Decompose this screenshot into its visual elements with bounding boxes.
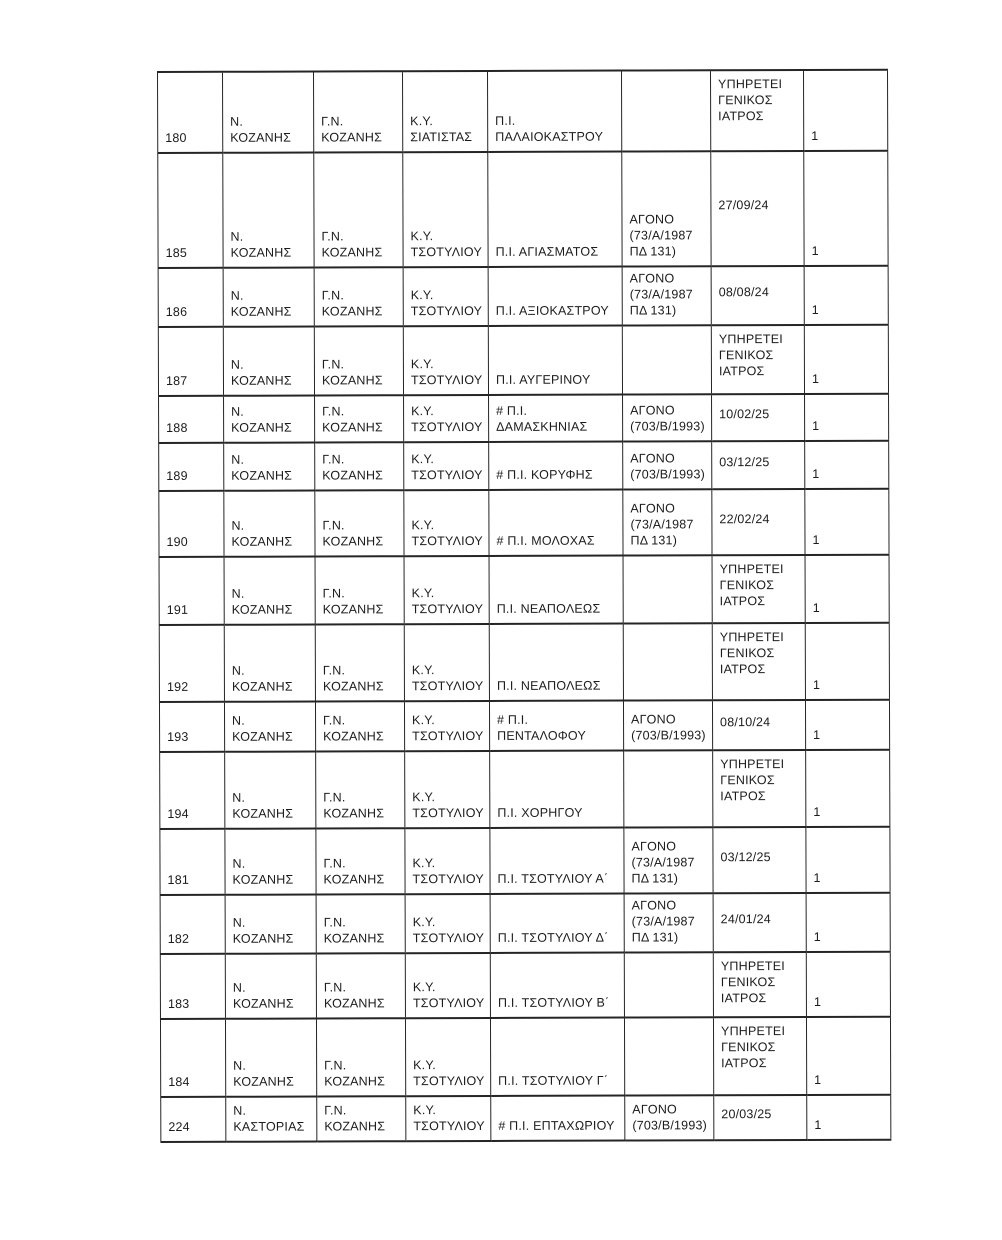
- cell-clinic: Π.Ι. ΝΕΑΠΟΛΕΩΣ: [489, 556, 623, 624]
- cell-count: 1: [805, 441, 889, 489]
- cell-status: 27/09/24: [711, 151, 804, 266]
- cell-clinic: Π.Ι. ΑΞΙΟΚΑΣΤΡΟΥ: [488, 267, 622, 326]
- cell-count: 1: [805, 394, 889, 441]
- cell-prefecture: Ν. ΚΟΖΑΝΗΣ: [225, 1019, 316, 1097]
- table-row: [158, 151, 888, 268]
- cell-hospital: Γ.Ν. ΚΟΖΑΝΗΣ: [316, 828, 405, 894]
- cell-status: 03/12/25: [712, 441, 805, 489]
- cell-hospital: Γ.Ν. ΚΟΖΑΝΗΣ: [316, 751, 405, 828]
- cell-prefecture: Ν. ΚΟΖΑΝΗΣ: [223, 72, 314, 153]
- cell-health-center: Κ.Υ. ΤΣΟΤΥΛΙΟΥ: [405, 953, 490, 1018]
- cell-prefecture: Ν. ΚΟΖΑΝΗΣ: [224, 443, 315, 491]
- cell-prefecture: Ν. ΚΟΖΑΝΗΣ: [223, 327, 314, 396]
- cell-index: 185: [158, 153, 223, 268]
- cell-prefecture: Ν. ΚΑΣΤΟΡΙΑΣ: [226, 1097, 317, 1142]
- cell-hospital: Γ.Ν. ΚΟΖΑΝΗΣ: [315, 624, 404, 701]
- table-row: [160, 827, 890, 895]
- cell-index: 181: [160, 829, 225, 895]
- cell-count: 1: [804, 325, 888, 394]
- cell-health-center: Κ.Υ. ΤΣΟΤΥΛΙΟΥ: [403, 152, 488, 267]
- cell-health-center: Κ.Υ. ΤΣΟΤΥΛΙΟΥ: [405, 1018, 490, 1096]
- cell-vacancy: [624, 1017, 713, 1095]
- cell-status: ΥΠΗΡΕΤΕΙ ΓΕΝΙΚΟΣ ΙΑΤΡΟΣ: [712, 555, 805, 623]
- cell-hospital: Γ.Ν. ΚΟΖΑΝΗΣ: [315, 556, 404, 624]
- cell-clinic: Π.Ι. ΝΕΑΠΟΛΕΩΣ: [489, 624, 623, 701]
- cell-clinic: Π.Ι. ΑΓΙΑΣΜΑΤΟΣ: [488, 152, 622, 267]
- cell-health-center: Κ.Υ. ΤΣΟΤΥΛΙΟΥ: [403, 267, 488, 326]
- cell-hospital: Γ.Ν. ΚΟΖΑΝΗΣ: [316, 894, 405, 953]
- cell-index: 224: [161, 1097, 226, 1142]
- cell-prefecture: Ν. ΚΟΖΑΝΗΣ: [225, 954, 316, 1019]
- cell-count: 1: [804, 151, 888, 266]
- cell-prefecture: Ν. ΚΟΖΑΝΗΣ: [225, 752, 316, 829]
- cell-status: 08/08/24: [711, 266, 804, 325]
- cell-clinic: Π.Ι. ΤΣΟΤΥΛΙΟΥ Β΄: [490, 953, 624, 1018]
- cell-health-center: Κ.Υ. ΤΣΟΤΥΛΙΟΥ: [404, 701, 489, 751]
- cell-vacancy: ΑΓΟΝΟ (703/Β/1993): [623, 394, 712, 441]
- cell-clinic: Π.Ι. ΤΣΟΤΥΛΙΟΥ Α΄: [490, 828, 624, 894]
- cell-count: 1: [805, 700, 889, 750]
- table-row: [160, 952, 890, 1019]
- cell-health-center: Κ.Υ. ΤΣΟΤΥΛΙΟΥ: [405, 751, 490, 828]
- cell-status: 10/02/25: [712, 394, 805, 441]
- cell-prefecture: Ν. ΚΟΖΑΝΗΣ: [225, 829, 316, 895]
- cell-status: 24/01/24: [713, 893, 806, 952]
- table-row: [160, 750, 890, 829]
- cell-count: 1: [803, 70, 887, 151]
- cell-vacancy: [624, 952, 713, 1017]
- cell-vacancy: ΑΓΟΝΟ (73/Α/1987 ΠΔ 131): [622, 151, 711, 266]
- assignments-table: [157, 69, 891, 1143]
- table-row: [158, 70, 888, 153]
- cell-index: 180: [158, 72, 223, 153]
- cell-vacancy: ΑΓΟΝΟ (703/Β/1993): [625, 1095, 714, 1140]
- cell-vacancy: [623, 623, 712, 700]
- cell-count: 1: [806, 1017, 890, 1095]
- cell-vacancy: [623, 555, 712, 623]
- cell-status: 03/12/25: [713, 827, 806, 893]
- cell-vacancy: ΑΓΟΝΟ (73/Α/1987 ΠΔ 131): [623, 489, 712, 555]
- cell-hospital: Γ.Ν. ΚΟΖΑΝΗΣ: [316, 953, 405, 1018]
- cell-hospital: Γ.Ν. ΚΟΖΑΝΗΣ: [315, 442, 404, 490]
- cell-index: 188: [159, 396, 224, 443]
- cell-hospital: Γ.Ν. ΚΟΖΑΝΗΣ: [314, 152, 403, 267]
- cell-count: 1: [806, 893, 890, 952]
- cell-clinic: # Π.Ι. ΕΠΤΑΧΩΡΙΟΥ: [491, 1096, 625, 1141]
- cell-index: 184: [160, 1019, 225, 1097]
- cell-health-center: Κ.Υ. ΤΣΟΤΥΛΙΟΥ: [404, 442, 489, 490]
- table-row: [159, 623, 889, 702]
- cell-hospital: Γ.Ν. ΚΟΖΑΝΗΣ: [317, 1096, 406, 1141]
- cell-hospital: Γ.Ν. ΚΟΖΑΝΗΣ: [315, 395, 404, 442]
- cell-index: 182: [160, 895, 225, 954]
- cell-clinic: Π.Ι. ΑΥΓΕΡΙΝΟΥ: [488, 326, 622, 395]
- cell-vacancy: ΑΓΟΝΟ (73/Α/1987 ΠΔ 131): [622, 266, 711, 325]
- table-row: [159, 555, 889, 625]
- cell-vacancy: ΑΓΟΝΟ (703/Β/1993): [623, 441, 712, 489]
- cell-index: 191: [159, 557, 224, 625]
- cell-clinic: Π.Ι. ΤΣΟΤΥΛΙΟΥ Γ΄: [490, 1018, 624, 1096]
- cell-count: 1: [805, 489, 889, 555]
- cell-count: 1: [805, 555, 889, 623]
- table-row: [159, 394, 889, 443]
- table-row: [161, 1095, 891, 1142]
- cell-prefecture: Ν. ΚΟΖΑΝΗΣ: [224, 557, 315, 625]
- cell-health-center: Κ.Υ. ΤΣΟΤΥΛΙΟΥ: [405, 894, 490, 953]
- cell-prefecture: Ν. ΚΟΖΑΝΗΣ: [224, 625, 315, 702]
- cell-health-center: Κ.Υ. ΤΣΟΤΥΛΙΟΥ: [406, 1096, 491, 1141]
- cell-prefecture: Ν. ΚΟΖΑΝΗΣ: [224, 396, 315, 443]
- cell-status: ΥΠΗΡΕΤΕΙ ΓΕΝΙΚΟΣ ΙΑΤΡΟΣ: [713, 952, 806, 1017]
- cell-health-center: Κ.Υ. ΤΣΟΤΥΛΙΟΥ: [405, 828, 490, 894]
- table-row: [159, 441, 889, 491]
- cell-health-center: Κ.Υ. ΤΣΟΤΥΛΙΟΥ: [404, 490, 489, 556]
- cell-clinic: # Π.Ι. ΠΕΝΤΑΛΟΦΟΥ: [489, 701, 623, 751]
- cell-clinic: # Π.Ι. ΜΟΛΟΧΑΣ: [489, 490, 623, 556]
- cell-index: 193: [159, 702, 224, 752]
- table-row: [159, 700, 889, 752]
- cell-status: ΥΠΗΡΕΤΕΙ ΓΕΝΙΚΟΣ ΙΑΤΡΟΣ: [712, 623, 805, 700]
- cell-status: ΥΠΗΡΕΤΕΙ ΓΕΝΙΚΟΣ ΙΑΤΡΟΣ: [713, 1017, 806, 1095]
- cell-prefecture: Ν. ΚΟΖΑΝΗΣ: [225, 895, 316, 954]
- cell-index: 186: [158, 268, 223, 327]
- cell-count: 1: [806, 750, 890, 827]
- cell-status: 08/10/24: [712, 700, 805, 750]
- cell-health-center: Κ.Υ. ΤΣΟΤΥΛΙΟΥ: [404, 395, 489, 442]
- cell-status: 22/02/24: [712, 489, 805, 555]
- table-row: [159, 489, 889, 557]
- cell-index: 190: [159, 491, 224, 557]
- cell-clinic: Π.Ι. ΤΣΟΤΥΛΙΟΥ Δ΄: [490, 894, 624, 953]
- cell-prefecture: Ν. ΚΟΖΑΝΗΣ: [224, 702, 315, 752]
- table-row: [160, 1017, 890, 1097]
- cell-hospital: Γ.Ν. ΚΟΖΑΝΗΣ: [314, 71, 403, 152]
- cell-count: 1: [807, 1095, 891, 1140]
- cell-health-center: Κ.Υ. ΣΙΑΤΙΣΤΑΣ: [403, 71, 488, 152]
- cell-clinic: # Π.Ι. ΚΟΡΥΦΗΣ: [489, 442, 623, 490]
- cell-index: 194: [160, 752, 225, 829]
- cell-hospital: Γ.Ν. ΚΟΖΑΝΗΣ: [316, 1018, 405, 1096]
- cell-prefecture: Ν. ΚΟΖΑΝΗΣ: [223, 153, 314, 268]
- table-row: [158, 325, 888, 396]
- cell-vacancy: ΑΓΟΝΟ (73/Α/1987 ΠΔ 131): [624, 827, 713, 893]
- cell-status: 20/03/25: [714, 1095, 807, 1140]
- cell-hospital: Γ.Ν. ΚΟΖΑΝΗΣ: [315, 490, 404, 556]
- cell-vacancy: ΑΓΟΝΟ (703/Β/1993): [623, 700, 712, 750]
- cell-clinic: Π.Ι. ΠΑΛΑΙΟΚΑΣΤΡΟΥ: [488, 71, 622, 152]
- cell-count: 1: [804, 266, 888, 325]
- cell-count: 1: [806, 952, 890, 1017]
- cell-count: 1: [806, 827, 890, 893]
- cell-clinic: Π.Ι. ΧΟΡΗΓΟΥ: [490, 751, 624, 828]
- cell-prefecture: Ν. ΚΟΖΑΝΗΣ: [224, 491, 315, 557]
- cell-index: 189: [159, 443, 224, 491]
- cell-index: 187: [158, 327, 223, 396]
- cell-hospital: Γ.Ν. ΚΟΖΑΝΗΣ: [315, 701, 404, 751]
- cell-vacancy: ΑΓΟΝΟ (73/Α/1987 ΠΔ 131): [624, 893, 713, 952]
- cell-count: 1: [805, 623, 889, 700]
- cell-health-center: Κ.Υ. ΤΣΟΤΥΛΙΟΥ: [404, 624, 489, 701]
- cell-vacancy: [624, 750, 713, 827]
- table-row: [160, 893, 890, 954]
- cell-health-center: Κ.Υ. ΤΣΟΤΥΛΙΟΥ: [404, 556, 489, 624]
- cell-clinic: # Π.Ι. ΔΑΜΑΣΚΗΝΙΑΣ: [489, 395, 623, 442]
- cell-health-center: Κ.Υ. ΤΣΟΤΥΛΙΟΥ: [403, 326, 488, 395]
- cell-hospital: Γ.Ν. ΚΟΖΑΝΗΣ: [314, 267, 403, 326]
- cell-prefecture: Ν. ΚΟΖΑΝΗΣ: [223, 268, 314, 327]
- table-body: [158, 70, 891, 1142]
- cell-status: ΥΠΗΡΕΤΕΙ ΓΕΝΙΚΟΣ ΙΑΤΡΟΣ: [711, 70, 804, 151]
- cell-status: ΥΠΗΡΕΤΕΙ ΓΕΝΙΚΟΣ ΙΑΤΡΟΣ: [713, 750, 806, 827]
- cell-index: 183: [160, 954, 225, 1019]
- cell-vacancy: [622, 70, 711, 151]
- cell-vacancy: [622, 325, 711, 394]
- cell-status: ΥΠΗΡΕΤΕΙ ΓΕΝΙΚΟΣ ΙΑΤΡΟΣ: [711, 325, 804, 394]
- cell-hospital: Γ.Ν. ΚΟΖΑΝΗΣ: [314, 326, 403, 395]
- cell-index: 192: [159, 625, 224, 702]
- table-row: [158, 266, 888, 327]
